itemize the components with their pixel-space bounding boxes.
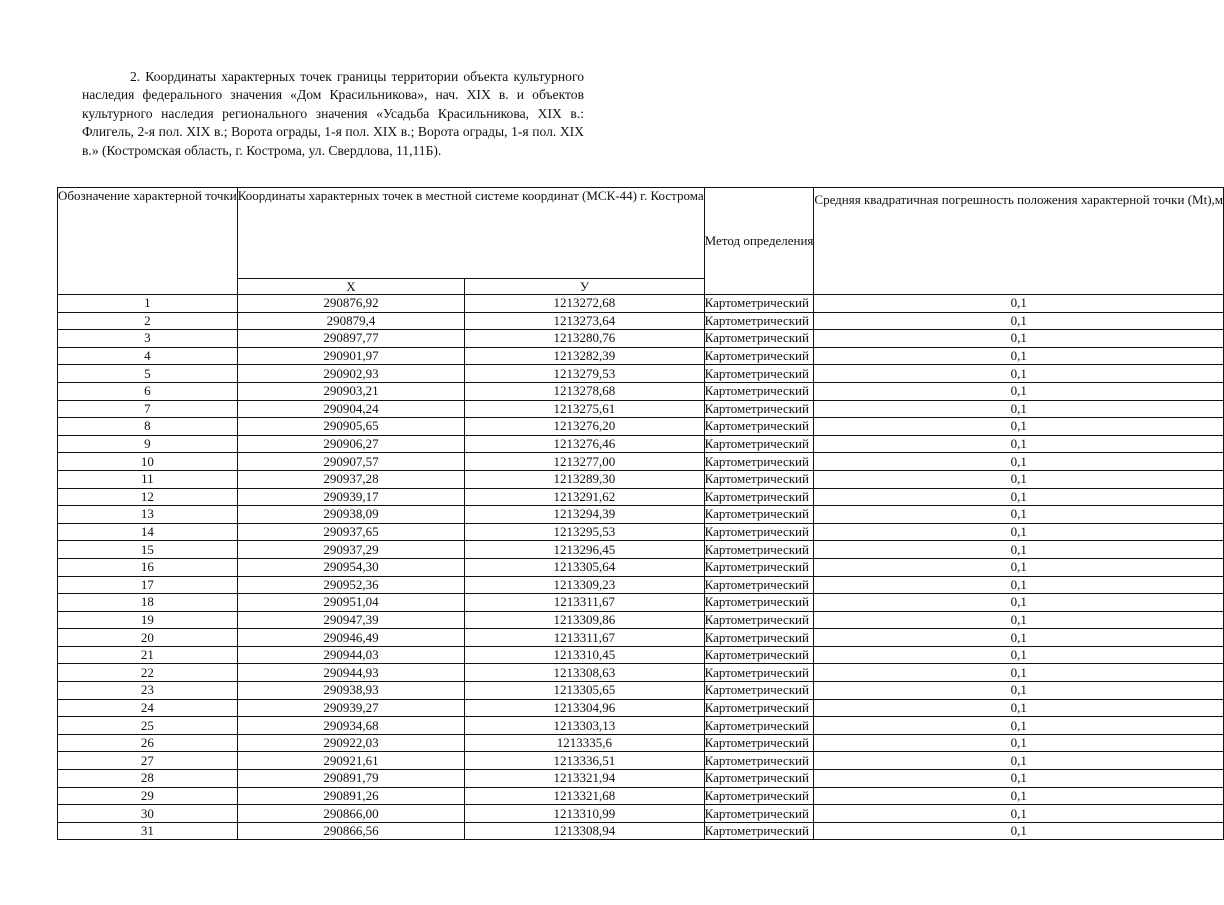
y-coordinate-cell: 1213289,30	[465, 470, 704, 488]
table-row	[58, 576, 1224, 594]
y-coordinate-cell: 1213311,67	[465, 594, 704, 612]
y-coordinate-cell: 1213321,68	[465, 787, 704, 805]
point-number-cell: 21	[58, 646, 238, 664]
error-cell: 0,1	[814, 787, 1224, 805]
method-cell: Картометрический	[704, 453, 814, 471]
document-heading: 2. Координаты характерных точек границы территории объекта культурного наследия федерального значения «Дом Красильникова», нач. XIX в. и объектов культурного наследия регионального значения «Усадьба Красильникова, XIX в.: Флигель, 2-я пол. XIX в.; Ворота ограды, 1-я пол. XIX в.; Ворота ограды, 1-я пол. XIX в.» (Костромская область, г. Кострома, ул. Свердлова, 11,11Б).	[82, 69, 584, 158]
table-row	[58, 770, 1224, 788]
table-row	[58, 611, 1224, 629]
y-coordinate-cell: 1213336,51	[465, 752, 704, 770]
method-cell: Картометрический	[704, 805, 814, 823]
x-coordinate-cell: 290938,93	[237, 682, 464, 700]
error-cell: 0,1	[814, 752, 1224, 770]
table-row	[58, 699, 1224, 717]
point-number-cell: 12	[58, 488, 238, 506]
table-row	[58, 558, 1224, 576]
error-cell: 0,1	[814, 576, 1224, 594]
point-number-cell: 22	[58, 664, 238, 682]
point-number-cell: 27	[58, 752, 238, 770]
method-cell: Картометрический	[704, 611, 814, 629]
coordinates-table	[57, 187, 1224, 840]
x-coordinate-cell: 290897,77	[237, 330, 464, 348]
method-cell: Картометрический	[704, 347, 814, 365]
y-coordinate-cell: 1213275,61	[465, 400, 704, 418]
error-cell: 0,1	[814, 770, 1224, 788]
method-cell: Картометрический	[704, 822, 814, 840]
x-coordinate-cell: 290921,61	[237, 752, 464, 770]
header-method: Метод определения	[704, 188, 814, 295]
x-coordinate-cell: 290891,26	[237, 787, 464, 805]
y-coordinate-cell: 1213308,63	[465, 664, 704, 682]
table-row	[58, 682, 1224, 700]
x-coordinate-cell: 290939,17	[237, 488, 464, 506]
error-cell: 0,1	[814, 699, 1224, 717]
table-row	[58, 347, 1224, 365]
y-coordinate-cell: 1213304,96	[465, 699, 704, 717]
point-number-cell: 11	[58, 470, 238, 488]
x-coordinate-cell: 290937,29	[237, 541, 464, 559]
table-row	[58, 646, 1224, 664]
point-number-cell: 25	[58, 717, 238, 735]
x-coordinate-cell: 290906,27	[237, 435, 464, 453]
point-number-cell: 14	[58, 523, 238, 541]
error-cell: 0,1	[814, 470, 1224, 488]
header-x: X	[237, 279, 464, 295]
y-coordinate-cell: 1213276,20	[465, 418, 704, 436]
y-coordinate-cell: 1213278,68	[465, 382, 704, 400]
error-cell: 0,1	[814, 682, 1224, 700]
y-coordinate-cell: 1213294,39	[465, 506, 704, 524]
method-cell: Картометрический	[704, 365, 814, 383]
table-row	[58, 365, 1224, 383]
y-coordinate-cell: 1213309,86	[465, 611, 704, 629]
y-coordinate-cell: 1213273,64	[465, 312, 704, 330]
method-cell: Картометрический	[704, 699, 814, 717]
error-cell: 0,1	[814, 382, 1224, 400]
y-coordinate-cell: 1213295,53	[465, 523, 704, 541]
y-coordinate-cell: 1213310,99	[465, 805, 704, 823]
point-number-cell: 23	[58, 682, 238, 700]
x-coordinate-cell: 290902,93	[237, 365, 464, 383]
x-coordinate-cell: 290944,93	[237, 664, 464, 682]
error-cell: 0,1	[814, 541, 1224, 559]
error-cell: 0,1	[814, 805, 1224, 823]
point-number-cell: 10	[58, 453, 238, 471]
table-row	[58, 594, 1224, 612]
point-number-cell: 2	[58, 312, 238, 330]
error-cell: 0,1	[814, 734, 1224, 752]
error-cell: 0,1	[814, 488, 1224, 506]
method-cell: Картометрический	[704, 541, 814, 559]
method-cell: Картометрический	[704, 734, 814, 752]
error-cell: 0,1	[814, 347, 1224, 365]
point-number-cell: 26	[58, 734, 238, 752]
y-coordinate-cell: 1213282,39	[465, 347, 704, 365]
error-cell: 0,1	[814, 594, 1224, 612]
table-row	[58, 435, 1224, 453]
method-cell: Картометрический	[704, 558, 814, 576]
table-row	[58, 506, 1224, 524]
x-coordinate-cell: 290952,36	[237, 576, 464, 594]
method-cell: Картометрический	[704, 435, 814, 453]
x-coordinate-cell: 290904,24	[237, 400, 464, 418]
point-number-cell: 1	[58, 295, 238, 313]
header-y: У	[465, 279, 704, 295]
table-row	[58, 312, 1224, 330]
y-coordinate-cell: 1213308,94	[465, 822, 704, 840]
error-cell: 0,1	[814, 435, 1224, 453]
table-row	[58, 382, 1224, 400]
point-number-cell: 18	[58, 594, 238, 612]
x-coordinate-cell: 290946,49	[237, 629, 464, 647]
table-row	[58, 805, 1224, 823]
point-number-cell: 15	[58, 541, 238, 559]
x-coordinate-cell: 290876,92	[237, 295, 464, 313]
y-coordinate-cell: 1213280,76	[465, 330, 704, 348]
method-cell: Картометрический	[704, 400, 814, 418]
table-row	[58, 752, 1224, 770]
error-cell: 0,1	[814, 629, 1224, 647]
x-coordinate-cell: 290903,21	[237, 382, 464, 400]
point-number-cell: 29	[58, 787, 238, 805]
y-coordinate-cell: 1213277,00	[465, 453, 704, 471]
table-row	[58, 488, 1224, 506]
point-number-cell: 3	[58, 330, 238, 348]
method-cell: Картометрический	[704, 418, 814, 436]
y-coordinate-cell: 1213321,94	[465, 770, 704, 788]
point-number-cell: 7	[58, 400, 238, 418]
point-number-cell: 16	[58, 558, 238, 576]
method-cell: Картометрический	[704, 312, 814, 330]
error-cell: 0,1	[814, 295, 1224, 313]
x-coordinate-cell: 290944,03	[237, 646, 464, 664]
point-number-cell: 9	[58, 435, 238, 453]
y-coordinate-cell: 1213276,46	[465, 435, 704, 453]
method-cell: Картометрический	[704, 664, 814, 682]
point-number-cell: 31	[58, 822, 238, 840]
method-cell: Картометрический	[704, 717, 814, 735]
error-cell: 0,1	[814, 717, 1224, 735]
x-coordinate-cell: 290939,27	[237, 699, 464, 717]
point-number-cell: 20	[58, 629, 238, 647]
header-point: Обозначение характерной точки	[58, 188, 238, 295]
error-cell: 0,1	[814, 646, 1224, 664]
table-row	[58, 629, 1224, 647]
header-error: Средняя квадратичная погрешность положения характерной точки (Mt),м	[814, 188, 1224, 295]
y-coordinate-cell: 1213309,23	[465, 576, 704, 594]
point-number-cell: 17	[58, 576, 238, 594]
table-row	[58, 541, 1224, 559]
error-cell: 0,1	[814, 523, 1224, 541]
table-body	[58, 295, 1224, 840]
table-row	[58, 523, 1224, 541]
error-cell: 0,1	[814, 330, 1224, 348]
method-cell: Картометрический	[704, 770, 814, 788]
y-coordinate-cell: 1213310,45	[465, 646, 704, 664]
x-coordinate-cell: 290922,03	[237, 734, 464, 752]
method-cell: Картометрический	[704, 594, 814, 612]
point-number-cell: 5	[58, 365, 238, 383]
x-coordinate-cell: 290954,30	[237, 558, 464, 576]
method-cell: Картометрический	[704, 576, 814, 594]
point-number-cell: 13	[58, 506, 238, 524]
error-cell: 0,1	[814, 365, 1224, 383]
x-coordinate-cell: 290866,00	[237, 805, 464, 823]
table-row	[58, 734, 1224, 752]
y-coordinate-cell: 1213291,62	[465, 488, 704, 506]
y-coordinate-cell: 1213305,64	[465, 558, 704, 576]
method-cell: Картометрический	[704, 488, 814, 506]
point-number-cell: 4	[58, 347, 238, 365]
error-cell: 0,1	[814, 506, 1224, 524]
method-cell: Картометрический	[704, 752, 814, 770]
y-coordinate-cell: 1213296,45	[465, 541, 704, 559]
header-coordinates: Координаты характерных точек в местной системе координат (МСК-44) г. Кострома	[237, 188, 704, 279]
error-cell: 0,1	[814, 400, 1224, 418]
method-cell: Картометрический	[704, 523, 814, 541]
y-coordinate-cell: 1213335,6	[465, 734, 704, 752]
point-number-cell: 28	[58, 770, 238, 788]
table-row	[58, 717, 1224, 735]
table-row	[58, 822, 1224, 840]
x-coordinate-cell: 290934,68	[237, 717, 464, 735]
table-row	[58, 664, 1224, 682]
x-coordinate-cell: 290866,56	[237, 822, 464, 840]
method-cell: Картометрический	[704, 382, 814, 400]
y-coordinate-cell: 1213305,65	[465, 682, 704, 700]
x-coordinate-cell: 290901,97	[237, 347, 464, 365]
x-coordinate-cell: 290891,79	[237, 770, 464, 788]
error-cell: 0,1	[814, 611, 1224, 629]
x-coordinate-cell: 290879,4	[237, 312, 464, 330]
x-coordinate-cell: 290907,57	[237, 453, 464, 471]
method-cell: Картометрический	[704, 506, 814, 524]
table-row	[58, 787, 1224, 805]
table-row	[58, 400, 1224, 418]
method-cell: Картометрический	[704, 330, 814, 348]
error-cell: 0,1	[814, 453, 1224, 471]
error-cell: 0,1	[814, 822, 1224, 840]
table-row	[58, 470, 1224, 488]
method-cell: Картометрический	[704, 470, 814, 488]
x-coordinate-cell: 290951,04	[237, 594, 464, 612]
x-coordinate-cell: 290937,28	[237, 470, 464, 488]
x-coordinate-cell: 290938,09	[237, 506, 464, 524]
x-coordinate-cell: 290905,65	[237, 418, 464, 436]
x-coordinate-cell: 290947,39	[237, 611, 464, 629]
error-cell: 0,1	[814, 418, 1224, 436]
point-number-cell: 19	[58, 611, 238, 629]
y-coordinate-cell: 1213303,13	[465, 717, 704, 735]
y-coordinate-cell: 1213311,67	[465, 629, 704, 647]
y-coordinate-cell: 1213272,68	[465, 295, 704, 313]
error-cell: 0,1	[814, 664, 1224, 682]
point-number-cell: 30	[58, 805, 238, 823]
table-row	[58, 453, 1224, 471]
y-coordinate-cell: 1213279,53	[465, 365, 704, 383]
method-cell: Картометрический	[704, 682, 814, 700]
point-number-cell: 6	[58, 382, 238, 400]
point-number-cell: 8	[58, 418, 238, 436]
method-cell: Картометрический	[704, 646, 814, 664]
point-number-cell: 24	[58, 699, 238, 717]
method-cell: Картометрический	[704, 295, 814, 313]
table-row	[58, 295, 1224, 313]
x-coordinate-cell: 290937,65	[237, 523, 464, 541]
method-cell: Картометрический	[704, 629, 814, 647]
table-row	[58, 418, 1224, 436]
error-cell: 0,1	[814, 312, 1224, 330]
table-row	[58, 330, 1224, 348]
method-cell: Картометрический	[704, 787, 814, 805]
error-cell: 0,1	[814, 558, 1224, 576]
